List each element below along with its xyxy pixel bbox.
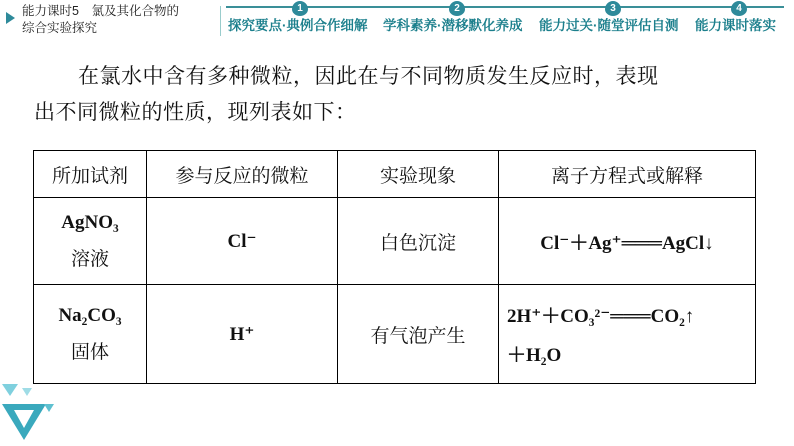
nav-tab-label: 能力过关·随堂评估自测 [539,18,679,33]
nav-tab-assessment[interactable] [539,3,679,34]
nav-badge-4: 4 [731,1,747,16]
reagent-cell [34,198,147,285]
decor-triangle-icon [22,388,32,396]
table-header-row [34,151,756,198]
equation-cell: Cl⁻＋Ag⁺═══AgCl↓ [499,198,756,285]
equation-line-1: 2H⁺＋CO₃²⁻═══CO₂↑ [507,306,695,327]
intro-line-2: 出不同微粒的性质，现列表如下： [34,100,357,124]
breadcrumb-line-1: 能力课时5 氯及其化合物的 [22,4,179,18]
intro-line-1: 在氯水中含有多种微粒，因此在与不同物质发生反应时，表现 [78,64,659,88]
nav-tab-explore[interactable] [228,3,368,34]
intro-paragraph [34,58,784,130]
nav-badge-3: 3 [605,1,621,16]
decor-triangle-icon [14,410,34,428]
nav-badge-1: 1 [292,1,308,16]
reagent-cell [34,285,147,384]
header-reagent: 所加试剂 [34,151,147,198]
decor-triangle-icon [44,404,54,412]
chlorine-water-table [33,150,756,384]
decor-triangle-icon [2,384,18,396]
header-equation: 离子方程式或解释 [499,151,756,198]
reagent-formula: Na₂CO₃ [58,304,122,326]
header-divider [220,6,221,36]
nav-tab-literacy[interactable] [383,3,523,34]
nav-badge-2: 2 [449,1,465,16]
particle-cell: Cl⁻ [147,198,338,285]
header-particle: 参与反应的微粒 [147,151,338,198]
nav-tab-label: 能力课时落实 [695,18,776,33]
nav-tab-practice[interactable] [695,3,776,34]
equation-cell [499,285,756,384]
nav-tab-label: 学科素养·潜移默化养成 [383,18,523,33]
play-arrow-icon [6,12,15,24]
top-navigation-bar [0,0,794,42]
table-row [34,198,756,285]
nav-tab-label: 探究要点·典例合作细解 [228,18,368,33]
nav-top-rule [226,6,784,8]
reagent-formula: AgNO₃ [61,211,119,233]
phenomenon-cell: 白色沉淀 [338,198,499,285]
breadcrumb-line-2: 综合实验探究 [22,21,98,35]
reagent-state: 溶液 [70,247,109,270]
reagent-state: 固体 [70,340,109,363]
breadcrumb [22,3,179,37]
equation-line-2: ＋H₂O [507,345,562,366]
particle-cell: H⁺ [147,285,338,384]
phenomenon-cell: 有气泡产生 [338,285,499,384]
header-phenomenon: 实验现象 [338,151,499,198]
table-row [34,285,756,384]
